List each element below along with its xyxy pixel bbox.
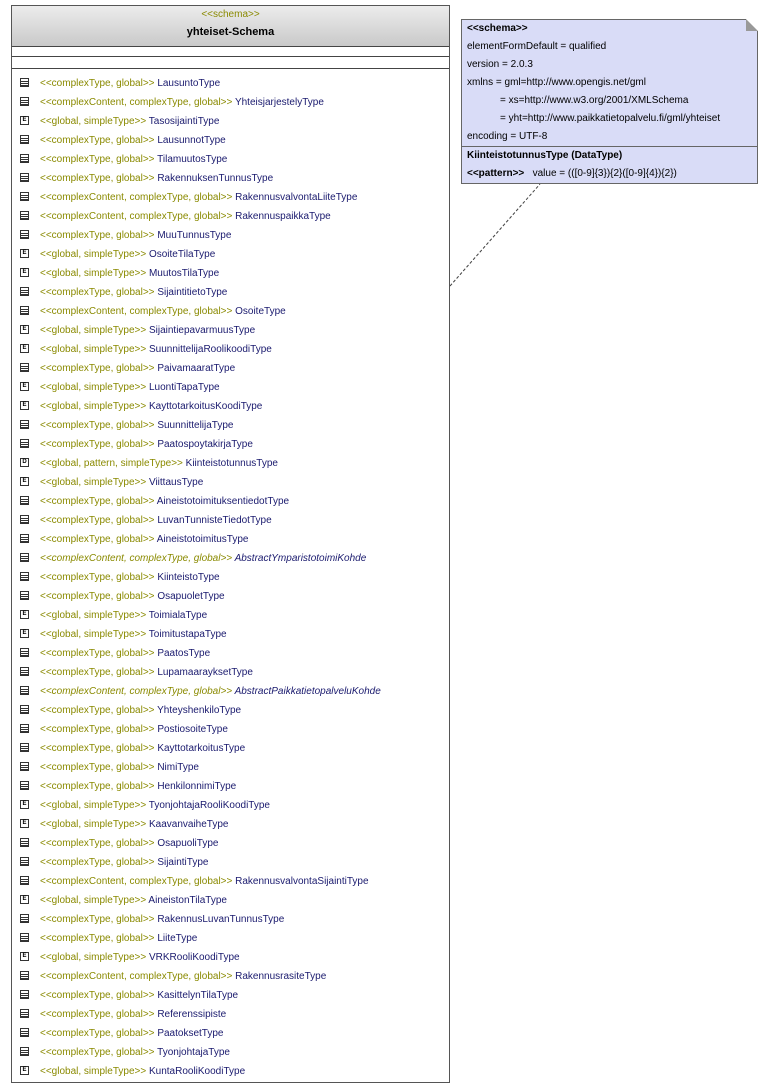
type-row[interactable] — [12, 606, 449, 625]
type-stereotype: <<complexContent, complexType, global>> — [40, 553, 233, 564]
simple-type-icon: E — [20, 895, 29, 904]
type-row[interactable] — [12, 720, 449, 739]
complex-type-icon — [20, 496, 29, 505]
type-name: SijaintiepavarmuusType — [148, 325, 256, 336]
complex-type-icon — [20, 705, 29, 714]
type-row[interactable] — [12, 1005, 449, 1024]
type-name: LausuntoType — [157, 78, 221, 89]
complex-type-icon — [20, 971, 29, 980]
type-stereotype: <<complexType, global>> — [40, 135, 155, 146]
type-row[interactable] — [12, 568, 449, 587]
complex-type-icon — [20, 230, 29, 239]
type-row[interactable] — [12, 682, 449, 701]
type-row[interactable] — [12, 473, 449, 492]
type-row[interactable] — [12, 777, 449, 796]
simple-type-icon: E — [20, 610, 29, 619]
type-stereotype: <<complexType, global>> — [40, 838, 155, 849]
note-type-title: KiinteistotunnusType (DataType) — [467, 150, 623, 161]
note-version: version = 2.0.3 — [467, 59, 533, 70]
type-stereotype: <<global, simpleType>> — [40, 629, 147, 640]
type-name: LuontiTapaType — [148, 382, 220, 393]
complex-type-icon — [20, 1009, 29, 1018]
type-stereotype: <<complexType, global>> — [40, 591, 155, 602]
type-name: VRKRooliKoodiType — [148, 952, 240, 963]
type-stereotype: <<complexType, global>> — [40, 572, 155, 583]
type-name: TyonjohtajaRooliKoodiType — [148, 800, 270, 811]
type-stereotype: <<global, simpleType>> — [40, 325, 147, 336]
simple-type-icon: E — [20, 382, 29, 391]
type-name: OsoiteTilaType — [148, 249, 216, 260]
simple-type-icon: E — [20, 1066, 29, 1075]
type-stereotype: <<global, simpleType>> — [40, 268, 147, 279]
type-row[interactable] — [12, 226, 449, 245]
type-name: MuuTunnusType — [157, 230, 232, 241]
complex-type-icon — [20, 553, 29, 562]
type-name: AbstractYmparistotoimiKohde — [234, 553, 367, 564]
type-name: KayttotarkoitusType — [157, 743, 246, 754]
type-name: KayttotarkoitusKoodiType — [148, 401, 263, 412]
type-name: PaatosType — [157, 648, 211, 659]
complex-type-icon — [20, 439, 29, 448]
complex-type-icon — [20, 572, 29, 581]
type-name: YhteisjarjestelyType — [234, 97, 324, 108]
type-row[interactable] — [12, 853, 449, 872]
note-element-form-default: elementFormDefault = qualified — [467, 41, 607, 52]
complex-type-icon — [20, 154, 29, 163]
type-row[interactable] — [12, 701, 449, 720]
type-row[interactable] — [12, 910, 449, 929]
type-name: YhteyshenkiloType — [157, 705, 242, 716]
type-stereotype: <<global, simpleType>> — [40, 382, 147, 393]
type-name: OsapuoletType — [157, 591, 225, 602]
pattern-type-icon: D — [20, 458, 29, 467]
complex-type-icon — [20, 97, 29, 106]
type-row[interactable] — [12, 340, 449, 359]
type-row[interactable] — [12, 454, 449, 473]
type-name: TyonjohtajaType — [157, 1047, 230, 1058]
type-row[interactable] — [12, 511, 449, 530]
complex-type-icon — [20, 534, 29, 543]
type-row[interactable] — [12, 986, 449, 1005]
type-stereotype: <<global, simpleType>> — [40, 610, 147, 621]
type-name: RakennuksenTunnusType — [157, 173, 274, 184]
type-name: OsoiteType — [235, 306, 286, 317]
type-name: AbstractPaikkatietopalveluKohde — [234, 686, 381, 697]
type-stereotype: <<complexType, global>> — [40, 724, 155, 735]
type-stereotype: <<complexContent, complexType, global>> — [40, 686, 233, 697]
note-pattern — [462, 165, 757, 183]
complex-type-icon — [20, 762, 29, 771]
complex-type-icon — [20, 857, 29, 866]
type-stereotype: <<complexContent, complexType, global>> — [40, 306, 233, 317]
type-stereotype: <<global, simpleType>> — [40, 952, 147, 963]
complex-type-icon — [20, 515, 29, 524]
type-name: PostiosoiteType — [157, 724, 228, 735]
type-name: AineistotoimitusType — [156, 534, 249, 545]
note-xmlns-xs: = xs=http://www.w3.org/2001/XMLSchema — [500, 95, 689, 106]
type-row[interactable] — [12, 872, 449, 891]
type-row[interactable] — [12, 112, 449, 131]
type-stereotype: <<complexType, global>> — [40, 78, 155, 89]
type-row[interactable] — [12, 663, 449, 682]
type-name: KiinteistotunnusType — [185, 458, 278, 469]
type-name: SuunnittelijaType — [157, 420, 234, 431]
type-name: AineistotoimituksentiedotType — [156, 496, 290, 507]
type-name: TasosijaintiType — [148, 116, 220, 127]
note-encoding: encoding = UTF-8 — [467, 131, 548, 142]
note-pattern-label: <<pattern>> — [467, 168, 525, 179]
complex-type-icon — [20, 287, 29, 296]
type-stereotype: <<complexType, global>> — [40, 743, 155, 754]
complex-type-icon — [20, 876, 29, 885]
type-row[interactable] — [12, 739, 449, 758]
type-name: AineistonTilaType — [148, 895, 227, 906]
operations-compartment — [12, 57, 449, 69]
complex-type-icon — [20, 420, 29, 429]
type-stereotype: <<complexType, global>> — [40, 667, 155, 678]
type-name: LuvanTunnisteTiedotType — [157, 515, 272, 526]
type-row[interactable] — [12, 549, 449, 568]
type-row[interactable] — [12, 929, 449, 948]
complex-type-icon — [20, 306, 29, 315]
type-stereotype: <<global, simpleType>> — [40, 116, 147, 127]
schema-header — [12, 6, 449, 47]
type-row[interactable] — [12, 587, 449, 606]
type-stereotype: <<complexType, global>> — [40, 648, 155, 659]
type-row[interactable] — [12, 416, 449, 435]
type-stereotype: <<global, simpleType>> — [40, 401, 147, 412]
complex-type-icon — [20, 781, 29, 790]
complex-type-icon — [20, 686, 29, 695]
type-row[interactable] — [12, 188, 449, 207]
note-fold-corner — [746, 19, 758, 31]
type-row[interactable] — [12, 492, 449, 511]
type-name: Referenssipiste — [157, 1009, 227, 1020]
type-name: KiinteistoType — [157, 572, 220, 583]
type-row[interactable] — [12, 321, 449, 340]
type-stereotype: <<complexType, global>> — [40, 990, 155, 1001]
complex-type-icon — [20, 591, 29, 600]
type-row[interactable] — [12, 283, 449, 302]
type-row[interactable] — [12, 245, 449, 264]
complex-type-icon — [20, 667, 29, 676]
complex-type-icon — [20, 933, 29, 942]
type-stereotype: <<global, simpleType>> — [40, 344, 147, 355]
type-stereotype: <<global, simpleType>> — [40, 477, 147, 488]
schema-title: yhteiset-Schema — [186, 26, 275, 38]
complex-type-icon — [20, 838, 29, 847]
type-stereotype: <<complexType, global>> — [40, 439, 155, 450]
simple-type-icon: E — [20, 800, 29, 809]
type-stereotype: <<complexContent, complexType, global>> — [40, 97, 233, 108]
complex-type-icon — [20, 724, 29, 733]
type-stereotype: <<global, simpleType>> — [40, 895, 147, 906]
complex-type-icon — [20, 135, 29, 144]
type-row[interactable] — [12, 435, 449, 454]
simple-type-icon: E — [20, 249, 29, 258]
type-row[interactable] — [12, 1043, 449, 1062]
type-stereotype: <<complexType, global>> — [40, 762, 155, 773]
complex-type-icon — [20, 363, 29, 372]
type-row[interactable] — [12, 530, 449, 549]
type-name: ToimitustapaType — [148, 629, 227, 640]
note-heading: <<schema>> — [467, 23, 528, 34]
type-name: KasittelynTilaType — [157, 990, 239, 1001]
type-row[interactable] — [12, 625, 449, 644]
type-stereotype: <<global, simpleType>> — [40, 819, 147, 830]
type-stereotype: <<global, simpleType>> — [40, 249, 147, 260]
type-name: RakennusLuvanTunnusType — [157, 914, 285, 925]
complex-type-icon — [20, 211, 29, 220]
simple-type-icon: E — [20, 629, 29, 638]
type-stereotype: <<complexType, global>> — [40, 857, 155, 868]
type-name: PaatoksetType — [157, 1028, 224, 1039]
simple-type-icon: E — [20, 477, 29, 486]
type-name: LausunnotType — [157, 135, 226, 146]
type-stereotype: <<global, simpleType>> — [40, 1066, 147, 1077]
type-row[interactable] — [12, 302, 449, 321]
type-stereotype: <<complexType, global>> — [40, 705, 155, 716]
type-row[interactable] — [12, 74, 449, 93]
simple-type-icon: E — [20, 325, 29, 334]
type-stereotype: <<complexContent, complexType, global>> — [40, 876, 233, 887]
note-pattern-value: value = (([0-9]{3}){2}([0-9]{4}){2}) — [532, 168, 677, 179]
type-row[interactable] — [12, 131, 449, 150]
complex-type-icon — [20, 914, 29, 923]
type-stereotype: <<global, pattern, simpleType>> — [40, 458, 183, 469]
complex-type-icon — [20, 192, 29, 201]
type-stereotype: <<complexType, global>> — [40, 534, 155, 545]
type-row[interactable] — [12, 644, 449, 663]
type-name: LiiteType — [157, 933, 198, 944]
type-name: RakennuspaikkaType — [235, 211, 331, 222]
type-row[interactable] — [12, 815, 449, 834]
type-name: SijaintiType — [157, 857, 209, 868]
simple-type-icon: E — [20, 952, 29, 961]
type-name: MuutosTilaType — [148, 268, 220, 279]
type-stereotype: <<complexType, global>> — [40, 1009, 155, 1020]
type-list — [12, 69, 449, 1081]
type-name: RakennusrasiteType — [235, 971, 327, 982]
type-row[interactable] — [12, 378, 449, 397]
type-name: PaatospoytakirjaType — [157, 439, 253, 450]
simple-type-icon: E — [20, 344, 29, 353]
complex-type-icon — [20, 648, 29, 657]
type-row[interactable] — [12, 948, 449, 967]
complex-type-icon — [20, 743, 29, 752]
type-stereotype: <<complexContent, complexType, global>> — [40, 192, 233, 203]
type-name: LupamaarayksetType — [157, 667, 253, 678]
type-name: TilamuutosType — [157, 154, 228, 165]
type-stereotype: <<complexContent, complexType, global>> — [40, 211, 233, 222]
simple-type-icon: E — [20, 268, 29, 277]
type-row[interactable] — [12, 1062, 449, 1081]
type-stereotype: <<complexType, global>> — [40, 173, 155, 184]
type-name: OsapuoliType — [157, 838, 219, 849]
type-stereotype: <<complexType, global>> — [40, 287, 155, 298]
simple-type-icon: E — [20, 819, 29, 828]
type-stereotype: <<complexType, global>> — [40, 154, 155, 165]
type-row[interactable] — [12, 891, 449, 910]
type-name: PaivamaaratType — [157, 363, 236, 374]
type-row[interactable] — [12, 758, 449, 777]
type-row[interactable] — [12, 967, 449, 986]
type-stereotype: <<complexContent, complexType, global>> — [40, 971, 233, 982]
schema-class-box[interactable] — [11, 5, 450, 1083]
type-name: ViittausType — [148, 477, 204, 488]
type-stereotype: <<complexType, global>> — [40, 496, 155, 507]
type-row[interactable] — [12, 264, 449, 283]
type-stereotype: <<complexType, global>> — [40, 1028, 155, 1039]
type-row[interactable] — [12, 169, 449, 188]
note-xmlns-yht: = yht=http://www.paikkatietopalvelu.fi/gml/yhteiset — [500, 113, 721, 124]
type-name: RakennusvalvontaSijaintiType — [235, 876, 369, 887]
attributes-compartment — [12, 47, 449, 57]
simple-type-icon: E — [20, 116, 29, 125]
type-name: ToimialaType — [148, 610, 208, 621]
complex-type-icon — [20, 78, 29, 87]
type-row[interactable] — [12, 834, 449, 853]
type-stereotype: <<complexType, global>> — [40, 781, 155, 792]
type-stereotype: <<complexType, global>> — [40, 420, 155, 431]
type-stereotype: <<complexType, global>> — [40, 933, 155, 944]
type-stereotype: <<global, simpleType>> — [40, 800, 147, 811]
type-name: RakennusvalvontaLiiteType — [235, 192, 358, 203]
type-row[interactable] — [12, 150, 449, 169]
simple-type-icon: E — [20, 401, 29, 410]
schema-note[interactable] — [461, 19, 758, 184]
type-row[interactable] — [12, 93, 449, 112]
complex-type-icon — [20, 1047, 29, 1056]
type-row[interactable] — [12, 207, 449, 226]
schema-stereotype: <<schema>> — [201, 9, 260, 20]
complex-type-icon — [20, 990, 29, 999]
complex-type-icon — [20, 1028, 29, 1037]
type-row[interactable] — [12, 397, 449, 416]
type-name: SuunnittelijaRoolikoodiType — [148, 344, 272, 355]
type-stereotype: <<complexType, global>> — [40, 1047, 155, 1058]
complex-type-icon — [20, 173, 29, 182]
type-name: KuntaRooliKoodiType — [148, 1066, 246, 1077]
note-xmlns-gml: xmlns = gml=http://www.opengis.net/gml — [467, 77, 646, 88]
type-row[interactable] — [12, 1024, 449, 1043]
type-row[interactable] — [12, 359, 449, 378]
type-name: HenkilonnimiType — [157, 781, 237, 792]
type-stereotype: <<complexType, global>> — [40, 363, 155, 374]
type-name: KaavanvaiheType — [148, 819, 229, 830]
type-row[interactable] — [12, 796, 449, 815]
type-stereotype: <<complexType, global>> — [40, 230, 155, 241]
type-name: NimiType — [157, 762, 199, 773]
type-stereotype: <<complexType, global>> — [40, 914, 155, 925]
type-name: SijaintitietoType — [157, 287, 228, 298]
type-stereotype: <<complexType, global>> — [40, 515, 155, 526]
